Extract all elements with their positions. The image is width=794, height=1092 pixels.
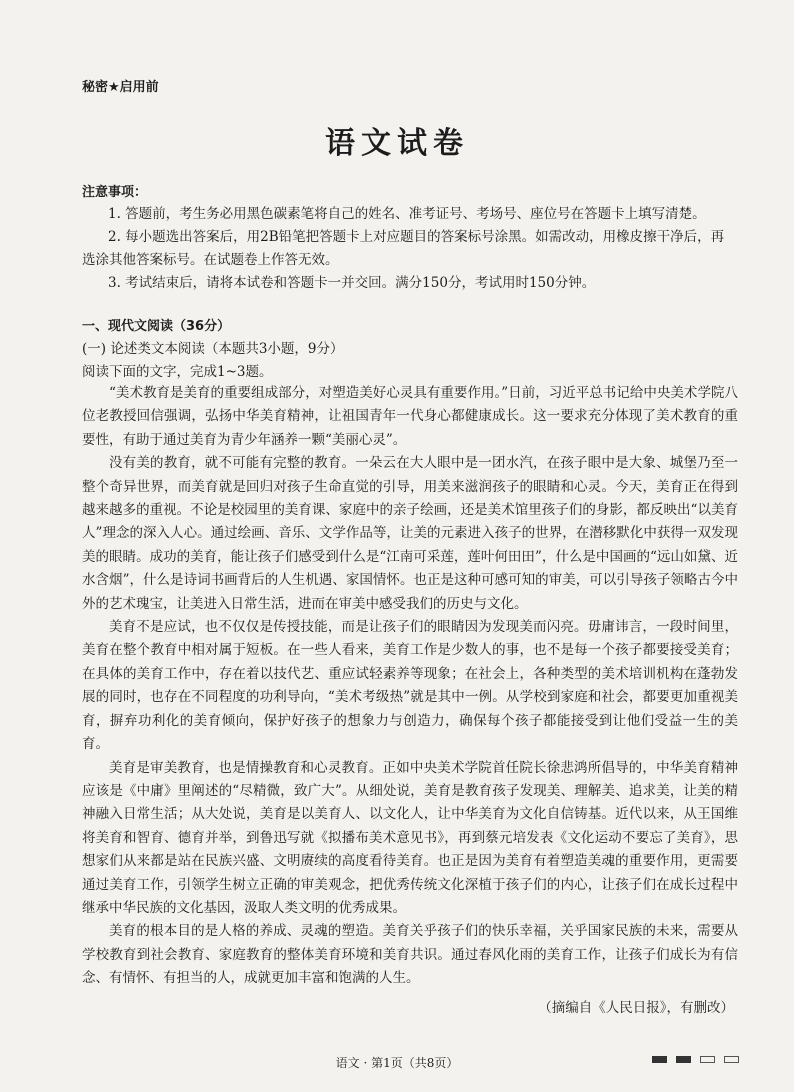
notice-item: 3. 考试结束后，请将本试卷和答题卡一并交回。满分150分，考试用时150分钟。 — [108, 275, 596, 291]
page-number: 语文 · 第1页（共8页） — [335, 1056, 459, 1070]
confidential-label: 秘密★启用前 — [82, 80, 159, 95]
article-body — [82, 382, 738, 991]
article-paragraph: 美育不是应试，也不仅仅是传授技能，而是让孩子们的眼睛因为发现美而闪亮。毋庸讳言，一段时间里，美育在整个教育中相对属于短板。在一些人看来，美育工作是少数人的事，也不是每一个孩子都要接受美育；在具体的美育工作中，存在着以技代艺、重应试轻素养等现象；在社会上，各种类型的美术培训机构在蓬勃发展的同时，也存在不同程度的功利导向，“美术考级热”就是其中一例。从学校到家庭和社会，都要更加重视美育，摒弃功利化的美育倾向，保护好孩子的想象力与创造力，确保每个孩子都能接受到让他们受益一生的美育。 — [82, 619, 738, 753]
notice-item: 2. 每小题选出答案后，用2B铅笔把答题卡上对应题目的答案标号涂黑。如需改动，用橡皮擦干净后，再选涂其他答案标号。在试题卷上作答无效。 — [82, 229, 725, 268]
marker-block-empty — [724, 1056, 739, 1063]
marker-block-filled — [652, 1056, 667, 1063]
article-source: （摘编自《人民日报》，有删改） — [538, 1000, 734, 1016]
notice-title: 注意事项： — [82, 185, 148, 200]
article-paragraph: 美育的根本目的是人格的养成、灵魂的塑造。美育关乎孩子们的快乐幸福，关乎国家民族的未来，需要从学校教育到社会教育、家庭教育的整体美育环境和美育共识。通过春风化雨的美育工作，让孩子们成长为有信念、有情怀、有担当的人，成就更加丰富和饱满的人生。 — [82, 923, 738, 987]
reading-instruction: 阅读下面的文字，完成1~3题。 — [82, 364, 273, 380]
marker-block-filled — [676, 1056, 691, 1063]
notice-item: 1. 答题前，考生务必用黑色碳素笔将自己的姓名、准考证号、考场号、座位号在答题卡上填写清楚。 — [108, 206, 706, 222]
marker-block-empty — [700, 1056, 715, 1063]
sub-heading: (一) 论述类文本阅读（本题共3小题，9分） — [82, 341, 344, 357]
article-paragraph: 美育是审美教育，也是情操教育和心灵教育。正如中央美术学院首任院长徐悲鸿所倡导的，中华美育精神应该是《中庸》里阐述的“尽精微，致广大”。从细处说，美育是教育孩子发现美、理解美、追求美，让美的精神融入日常生活；从大处说，美育是以美育人、以文化人，让中华美育为文化自信铸基。近代以来，从王国维将美育和智育、德育并举，到鲁迅写就《拟播布美术意见书》，再到蔡元培发表《文化运动不要忘了美育》，思想家们从来都是站在民族兴盛、文明赓续的高度看待美育。也正是因为美育有着塑造美魂的重要作用，更需要通过美育工作，引领学生树立正确的审美观念，把优秀传统文化深植于孩子们的内心，让孩子们在成长过程中继承中华民族的文化基因，汲取人类文明的优秀成果。 — [82, 759, 738, 916]
exam-title: 语文试卷 — [325, 126, 469, 161]
article-paragraph: 没有美的教育，就不可能有完整的教育。一朵云在大人眼中是一团水汽，在孩子眼中是大象、城堡乃至一整个奇异世界，而美育就是回归对孩子生命直觉的引导，用美来滋润孩子的眼睛和心灵。今天，美育正在得到越来越多的重视。不论是校园里的美育课、家庭中的亲子绘画，还是美术馆里孩子们的身影，都反映出“以美育人”理念的深入人心。通过绘画、音乐、文学作品等，让美的元素进入孩子的世界，在潜移默化中获得一双发现美的眼睛。成功的美育，能让孩子们感受到什么是“江南可采莲，莲叶何田田”，什么是中国画的“远山如黛、近水含烟”，什么是诗词书画背后的人生机遇、家国情怀。也正是这种可感可知的审美，可以引导孩子领略古今中外的艺术瑰宝，让美进入日常生活，进而在审美中感受我们的历史与文化。 — [82, 455, 738, 612]
notice-list — [82, 203, 737, 295]
article-paragraph: “美术教育是美育的重要组成部分，对塑造美好心灵具有重要作用。”日前，习近平总书记给中央美术学院八位老教授回信强调，弘扬中华美育精神，让祖国青年一代身心都健康成长。这一要求充分体现了美术教育的重要性，有助于通过美育为青少年涵养一颗“美丽心灵”。 — [82, 385, 738, 448]
section-heading: 一、现代文阅读（36分） — [82, 319, 231, 334]
